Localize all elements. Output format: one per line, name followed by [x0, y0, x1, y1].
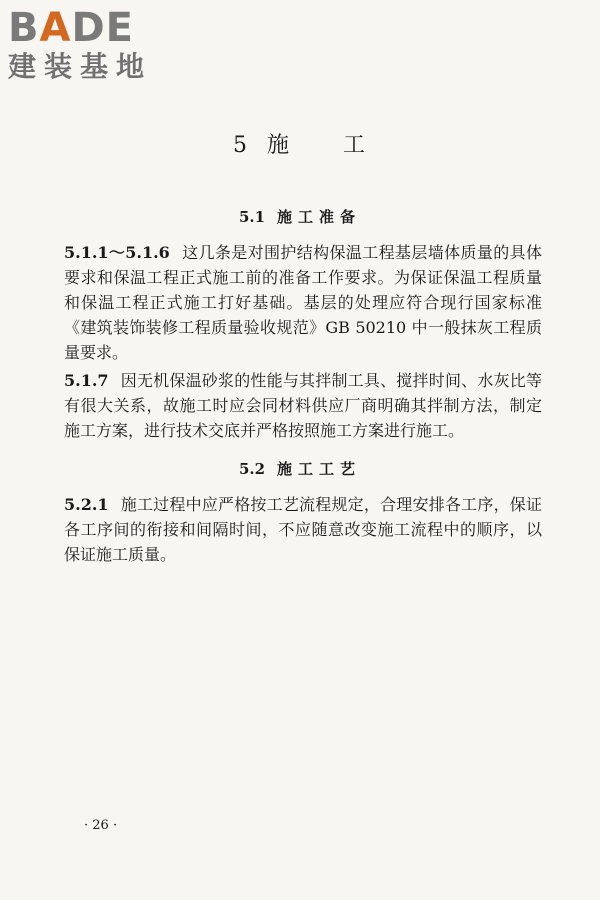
section-title-5-1 [0, 206, 600, 227]
section-heading: 施工工艺 [277, 460, 362, 478]
section-number: 5.2 [238, 460, 266, 478]
logo-wordmark [8, 6, 178, 50]
logo-letter-b: B [8, 5, 40, 51]
logo-letter-d: D [71, 5, 106, 51]
bade-logo [8, 6, 178, 84]
logo-letter-a: A [39, 5, 72, 51]
clause-5-1-1-to-5-1-6 [64, 240, 542, 365]
section-title-5-2 [0, 458, 600, 479]
clause-text: 这几条是对围护结构保温工程基层墙体质量的具体要求和保温工程正式施工前的准备工作要求。为保证保温工程质量和保温工程正式施工打好基础。基层的处理应符合现行国家标准《建筑装饰装修工程质量验收规范》GB 50210 中一般抹灰工程质量要求。 [64, 243, 542, 362]
clause-number: 5.1.1～5.1.6 [64, 243, 170, 262]
clause-number: 5.2.1 [64, 495, 109, 514]
chapter-word-2: 工 [343, 133, 368, 158]
clause-text: 因无机保温砂浆的性能与其拌制工具、搅拌时间、水灰比等有很大关系，故施工时应会同材料供应厂商明确其拌制方法，制定施工方案，进行技术交底并严格按照施工方案进行施工。 [64, 371, 542, 440]
clause-5-2-1 [64, 492, 542, 567]
logo-chinese-text: 建装基地 [8, 50, 153, 83]
chapter-title [0, 128, 600, 159]
section-number: 5.1 [238, 208, 266, 226]
clause-5-1-7 [64, 368, 542, 443]
logo-letter-e: E [105, 5, 134, 51]
section-heading: 施工准备 [277, 208, 362, 226]
clause-number: 5.1.7 [64, 371, 109, 390]
clause-text: 施工过程中应严格按工艺流程规定，合理安排各工序，保证各工序间的衔接和间隔时间，不应随意改变施工流程中的顺序，以保证施工质量。 [64, 495, 542, 564]
page-number: · 26 · [84, 818, 118, 833]
chapter-number: 5 [232, 133, 249, 158]
chapter-word-1: 施 [266, 133, 291, 158]
